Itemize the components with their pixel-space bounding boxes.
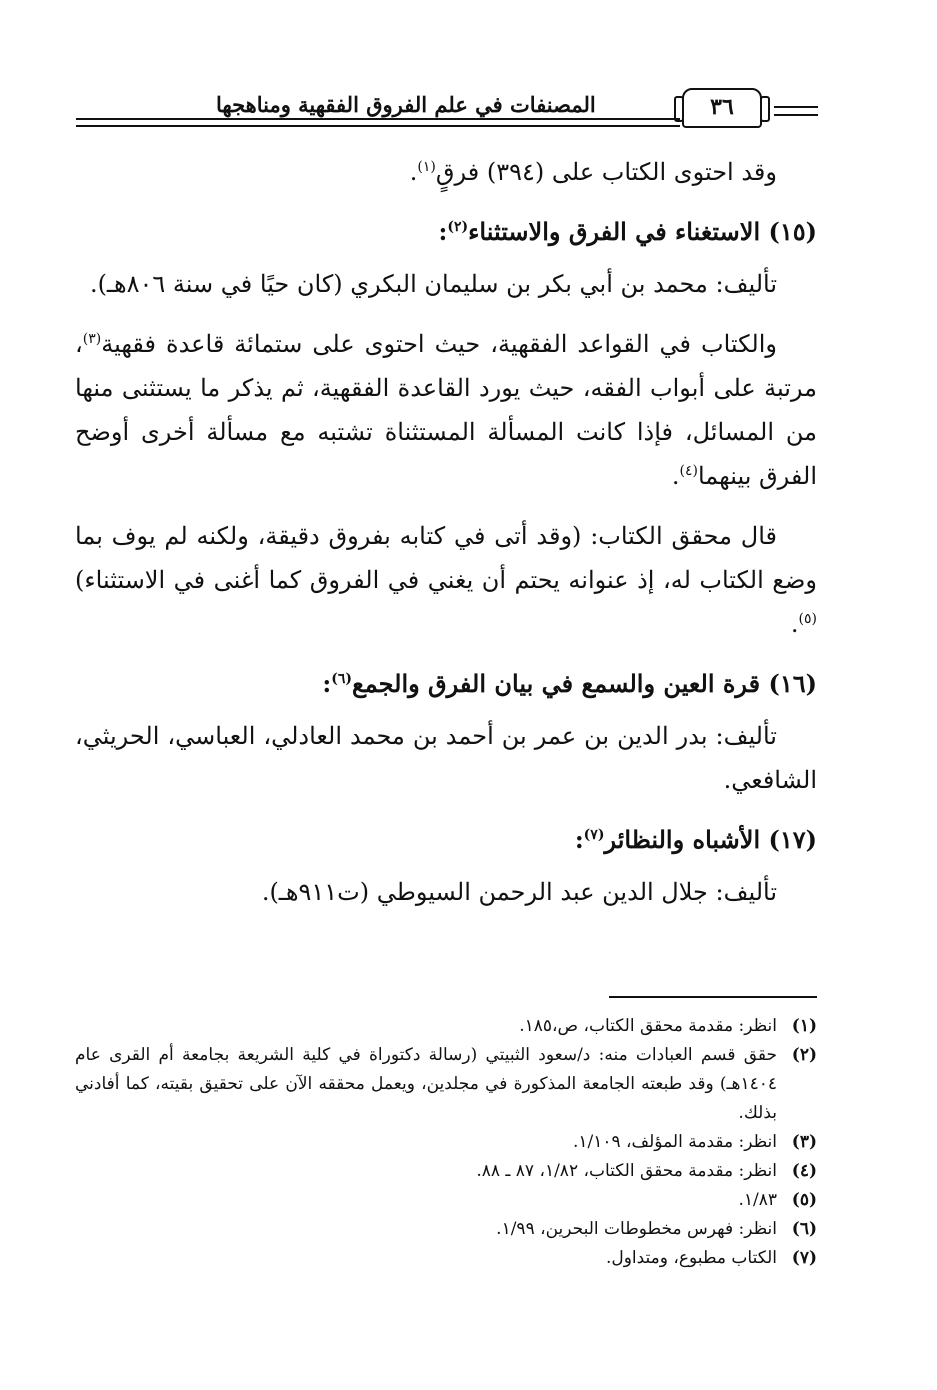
footnote-item: (٥) ١/٨٣.: [738, 1190, 817, 1210]
footnote-ref: (١): [417, 159, 436, 175]
footnote-ref: (٣): [82, 331, 102, 347]
paragraph-count: وقد احتوى الكتاب على (٣٩٤) فرقٍ$^{(١)}$.: [409, 158, 777, 186]
main-text: [75, 150, 817, 930]
footnote-item: (٣) انظر: مقدمة المؤلف، ١/١٠٩.: [572, 1132, 817, 1152]
paragraph-description-15: والكتاب في القواعد الفقهية، حيث احتوى على ستمائة قاعدة فقهية$^{(٣)}$، مرتبة على أبواب الفقه، حيث يورد القاعدة الفقهية، ثم يذكر ما يستثنى منها من المسائل، فإذا كانت المسألة المستثناة تشتبه مع مسألة أخرى أوضح الفرق بينهما$^{(٤)}$.: [75, 330, 818, 490]
footnote-ref: (٢): [447, 219, 469, 235]
footnotes: [75, 1012, 817, 1273]
header-rule-left: [76, 118, 680, 127]
paragraph-author-16: تأليف: بدر الدين بن عمر بن أحمد بن محمد العادلي، العباسي، الحريثي، الشافعي.: [75, 722, 817, 794]
heading-16: (١٦) قرة العين والسمع في بيان الفرق والجمع$^{(٦)}$:: [322, 669, 817, 698]
footnote-ref: (٤): [679, 463, 698, 479]
footnote-ref: (٦): [331, 671, 352, 687]
running-title: المصنفات في علم الفروق الفقهية ومناهجها: [216, 92, 596, 117]
paragraph-quote-15: قال محقق الكتاب: (وقد أتى في كتابه بفروق دقيقة، ولكنه لم يوف بما وضع الكتاب له، إذ عنوانه يحتم أن يغني في الفروق كما أغنى في الاستثناء)$^{(٥)}$.: [75, 522, 817, 638]
paragraph-author-17: تأليف: جلال الدين عبد الرحمن السيوطي (ت٩١١هـ).: [261, 878, 777, 906]
footnote-item: (٧) الكتاب مطبوع، ومتداول.: [605, 1248, 817, 1268]
footnote-ref: (٥): [798, 611, 817, 627]
running-header: [76, 82, 818, 132]
footnote-item: (٤) انظر: مقدمة محقق الكتاب، ١/٨٢، ٨٧ ـ ٨٨.: [476, 1161, 817, 1181]
footnote-ref: (٧): [583, 827, 605, 843]
footnote-separator: [609, 996, 817, 998]
footnote-item: (١) انظر: مقدمة محقق الكتاب، ص،١٨٥.: [519, 1016, 817, 1036]
footnote-item: (٢) حقق قسم العبادات منه: د/سعود الثبيتي (رسالة دكتوراة في كلية الشريعة بجامعة أم القرى عام ١٤٠٤هـ) وقد طبعته الجامعة المذكورة في مجلدين، ويعمل محققه الآن على تحقيق بقيته، كما أفادني بذلك.: [75, 1045, 817, 1123]
page-number: ٣٦: [682, 88, 762, 128]
heading-17: (١٧) الأشباه والنظائر$^{(٧)}$:: [574, 825, 817, 854]
paragraph-author-15: تأليف: محمد بن أبي بكر بن سليمان البكري (كان حيًا في سنة ٨٠٦هـ).: [89, 270, 777, 298]
footnote-item: (٦) انظر: فهرس مخطوطات البحرين، ١/٩٩.: [496, 1219, 817, 1239]
heading-15: (١٥) الاستغناء في الفرق والاستثناء$^{(٢)}$:: [438, 217, 817, 246]
